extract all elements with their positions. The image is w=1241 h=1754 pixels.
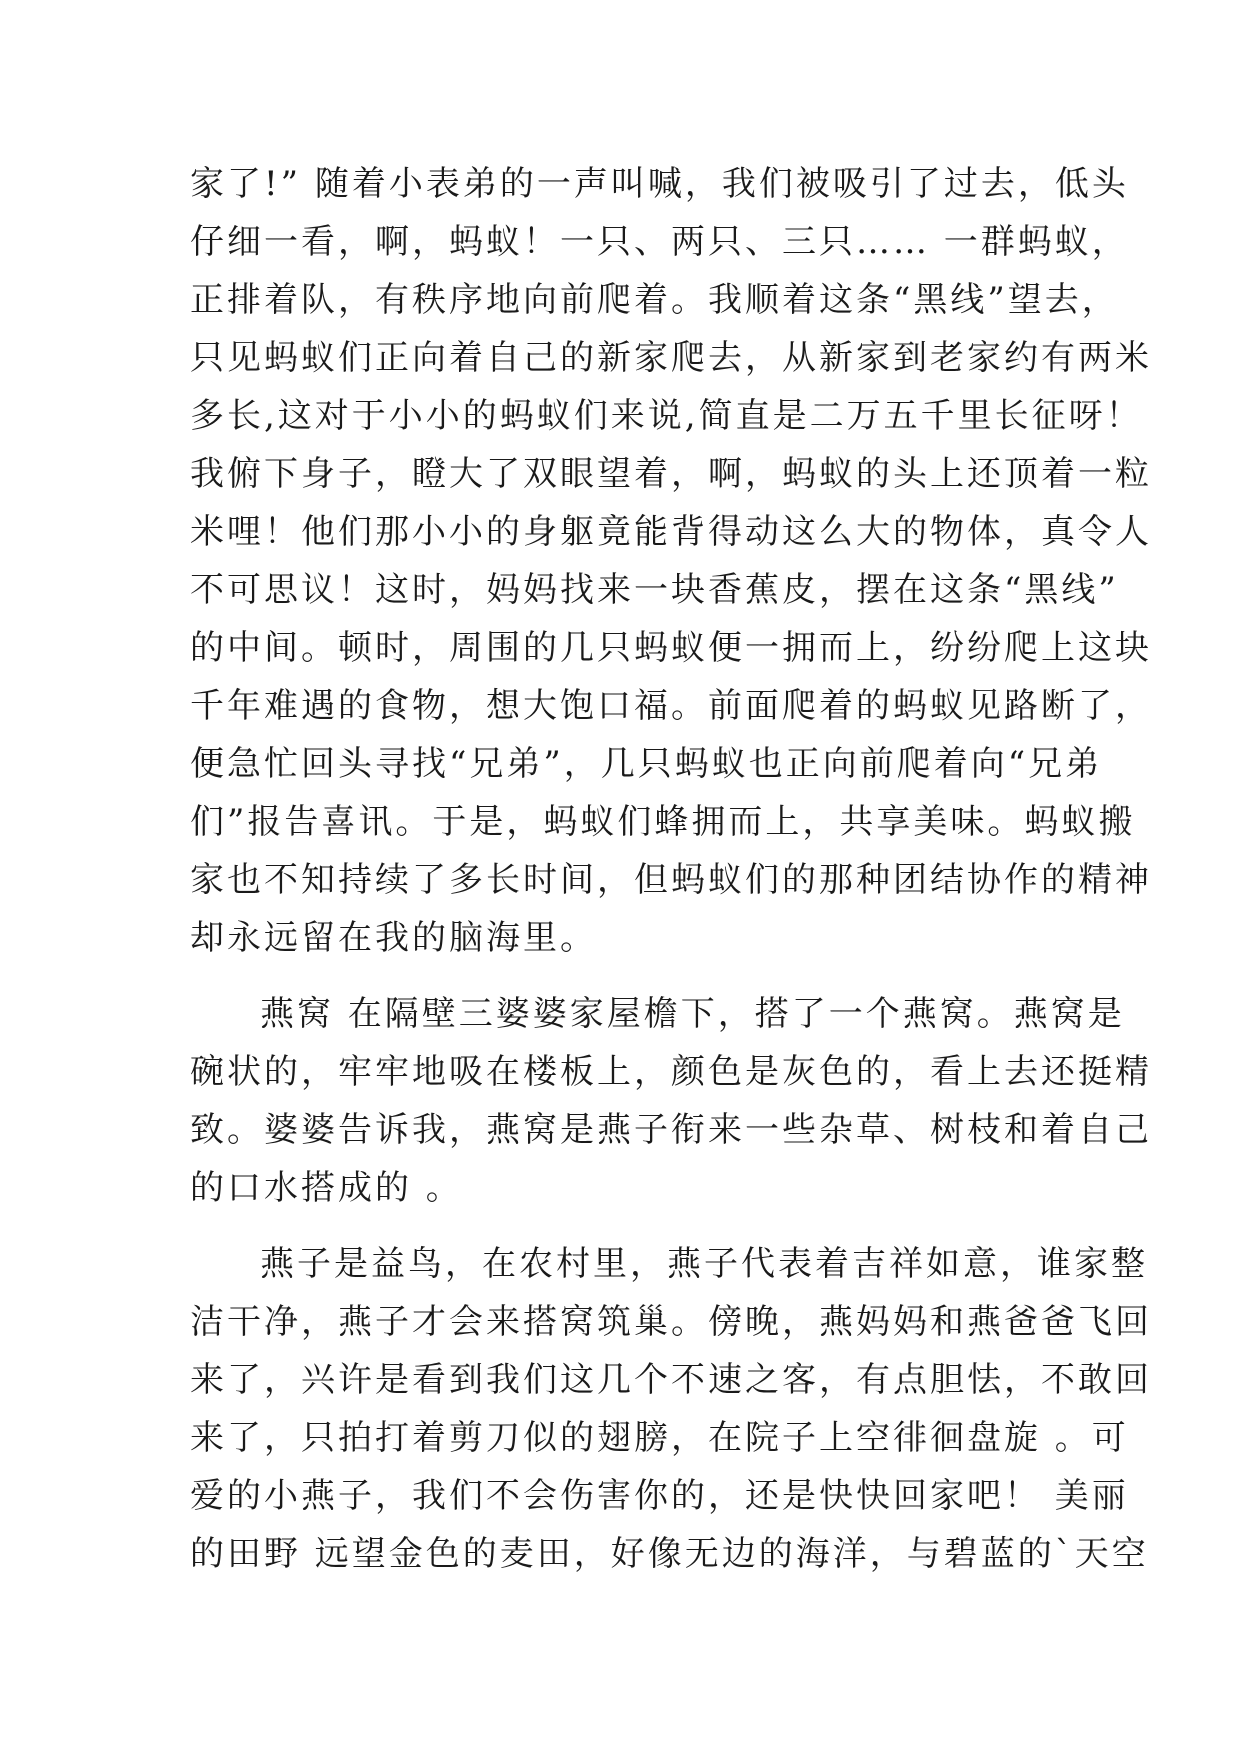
text-line: 来了，只拍打着剪刀似的翅膀，在院子上空徘徊盘旋 。可 xyxy=(190,1418,1129,1458)
document-body xyxy=(190,155,1152,1583)
text-line: 来了，兴许是看到我们这几个不速之客，有点胆怯，不敢回 xyxy=(190,1360,1152,1400)
text-line: 碗状的，牢牢地吸在楼板上，颜色是灰色的，看上去还挺精 xyxy=(190,1052,1152,1092)
text-line: 家也不知持续了多长时间，但蚂蚁们的那种团结协作的精神 xyxy=(190,860,1152,900)
paragraph-swallows xyxy=(190,1235,1152,1583)
text-line: 的口水搭成的 。 xyxy=(190,1168,463,1208)
paragraph-ants xyxy=(190,155,1152,967)
text-line: 爱的小燕子，我们不会伤害你的，还是快快回家吧！ 美丽 xyxy=(190,1476,1129,1516)
text-line: 燕窝 在隔壁三婆婆家屋檐下，搭了一个燕窝。燕窝是 xyxy=(260,994,1125,1034)
text-line: 多长,这对于小小的蚂蚁们来说,简直是二万五千里长征呀！ xyxy=(190,396,1143,436)
text-line: 米哩！他们那小小的身躯竟能背得动这么大的物体，真令人 xyxy=(190,512,1152,552)
text-line: 千年难遇的食物，想大饱口福。前面爬着的蚂蚁见路断了， xyxy=(190,686,1152,726)
text-line: 洁干净，燕子才会来搭窝筑巢。傍晚，燕妈妈和燕爸爸飞回 xyxy=(190,1302,1152,1342)
text-line: 们”报告喜讯。于是，蚂蚁们蜂拥而上，共享美味。蚂蚁搬 xyxy=(190,802,1136,842)
text-line: 家了!” 随着小表弟的一声叫喊，我们被吸引了过去，低头 xyxy=(190,164,1129,204)
text-line: 燕子是益鸟，在农村里，燕子代表着吉祥如意，谁家整 xyxy=(260,1244,1148,1284)
text-line: 却永远留在我的脑海里。 xyxy=(190,918,597,958)
text-line: 致。婆婆告诉我，燕窝是燕子衔来一些杂草、树枝和着自己 xyxy=(190,1110,1152,1150)
text-line: 便急忙回头寻找“兄弟”，几只蚂蚁也正向前爬着向“兄弟 xyxy=(190,744,1103,784)
text-line: 正排着队，有秩序地向前爬着。我顺着这条“黑线”望去， xyxy=(190,280,1119,320)
text-line: 我俯下身子，瞪大了双眼望着，啊，蚂蚁的头上还顶着一粒 xyxy=(190,454,1152,494)
text-line: 的中间。顿时，周围的几只蚂蚁便一拥而上，纷纷爬上这块 xyxy=(190,628,1152,668)
text-line: 不可思议！这时，妈妈找来一块香蕉皮，摆在这条“黑线” xyxy=(190,570,1119,610)
paragraph-swallow-nest xyxy=(190,985,1152,1217)
text-line: 的田野 远望金色的麦田，好像无边的海洋，与碧蓝的`天空 xyxy=(190,1534,1149,1574)
text-line: 仔细一看，啊，蚂蚁！一只、两只、三只…… 一群蚂蚁， xyxy=(190,222,1129,262)
text-line: 只见蚂蚁们正向着自己的新家爬去，从新家到老家约有两米 xyxy=(190,338,1152,378)
